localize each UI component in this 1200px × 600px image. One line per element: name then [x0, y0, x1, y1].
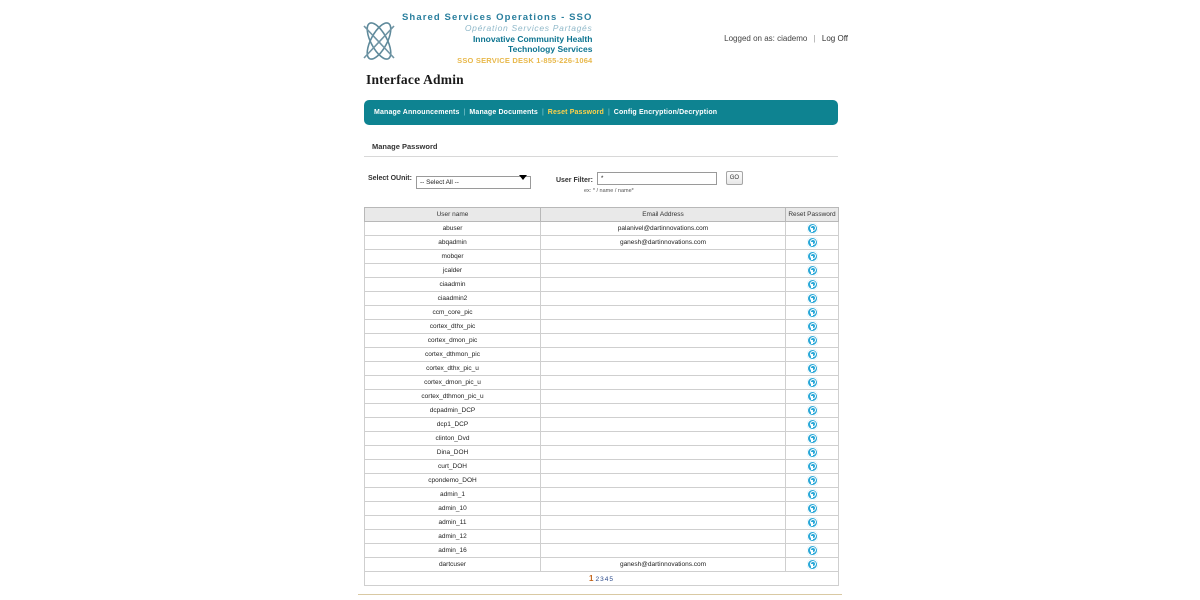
table-row [365, 236, 839, 250]
section-title: Manage Password [372, 142, 438, 151]
cell-email [541, 446, 786, 460]
footer-rule [358, 594, 842, 595]
cell-email [541, 404, 786, 418]
cell-username: curt_DOH [365, 460, 541, 474]
table-row [365, 250, 839, 264]
cell-username: jcalder [365, 264, 541, 278]
cell-email [541, 278, 786, 292]
cell-email [541, 390, 786, 404]
nav-separator: | [541, 109, 544, 116]
nav-item-reset-password[interactable]: Reset Password [547, 109, 604, 116]
cell-email [541, 460, 786, 474]
cell-email [541, 418, 786, 432]
cell-reset-password [786, 502, 839, 516]
nav-separator: | [607, 109, 610, 116]
reset-password-icon[interactable] [807, 545, 818, 556]
logo-line-2: Opération Services Partagés [464, 23, 593, 33]
primary-nav [364, 100, 838, 125]
cell-email [541, 516, 786, 530]
cell-email [541, 250, 786, 264]
table-row [365, 460, 839, 474]
cell-reset-password [786, 488, 839, 502]
page-title: Interface Admin [366, 72, 464, 87]
cell-reset-password [786, 404, 839, 418]
cell-username: cortex_dmon_pic [365, 334, 541, 348]
cell-username: dartcuser [365, 558, 541, 572]
cell-username: ccm_core_pic [365, 306, 541, 320]
session-separator: | [813, 34, 816, 43]
reset-password-icon[interactable] [807, 517, 818, 528]
pagination [589, 576, 614, 583]
cell-reset-password [786, 362, 839, 376]
reset-password-icon[interactable] [807, 307, 818, 318]
reset-password-icon[interactable] [807, 377, 818, 388]
cell-username: dcpadmin_DCP [365, 404, 541, 418]
reset-password-icon[interactable] [807, 223, 818, 234]
logo-service-desk: SSO SERVICE DESK 1-855-226-1064 [457, 55, 593, 65]
cell-reset-password [786, 222, 839, 236]
cell-reset-password [786, 264, 839, 278]
reset-password-icon[interactable] [807, 419, 818, 430]
cell-email [541, 488, 786, 502]
reset-password-icon[interactable] [807, 349, 818, 360]
reset-password-icon[interactable] [807, 279, 818, 290]
main-content [364, 72, 838, 586]
pagination-page-link[interactable]: 2 [595, 576, 600, 583]
cell-reset-password [786, 516, 839, 530]
cell-reset-password [786, 306, 839, 320]
cell-reset-password [786, 348, 839, 362]
reset-password-icon[interactable] [807, 237, 818, 248]
reset-password-icon[interactable] [807, 335, 818, 346]
cell-reset-password [786, 432, 839, 446]
table-row [365, 404, 839, 418]
cell-email [541, 292, 786, 306]
cell-email [541, 264, 786, 278]
reset-password-icon[interactable] [807, 363, 818, 374]
ou-unit-label: Select OUnit: [368, 175, 412, 182]
cell-reset-password [786, 460, 839, 474]
table-row [365, 474, 839, 488]
cell-username: mobqer [365, 250, 541, 264]
reset-password-icon[interactable] [807, 531, 818, 542]
cell-username: abuser [365, 222, 541, 236]
cell-username: dcp1_DCP [365, 418, 541, 432]
table-row [365, 446, 839, 460]
reset-password-icon[interactable] [807, 405, 818, 416]
table-row [365, 320, 839, 334]
session-info [724, 34, 848, 43]
cell-reset-password [786, 250, 839, 264]
pagination-row [365, 572, 839, 586]
reset-password-icon[interactable] [807, 475, 818, 486]
table-row [365, 530, 839, 544]
reset-password-icon[interactable] [807, 265, 818, 276]
reset-password-icon[interactable] [807, 503, 818, 514]
cell-username: cortex_dthx_pic_u [365, 362, 541, 376]
cell-username: Dina_DOH [365, 446, 541, 460]
user-filter-label: User Filter: [555, 176, 593, 184]
go-button[interactable]: GO [726, 171, 743, 185]
log-off-link[interactable]: Log Off [821, 34, 848, 43]
reset-password-icon[interactable] [807, 489, 818, 500]
cell-email [541, 320, 786, 334]
table-row [365, 348, 839, 362]
reset-password-icon[interactable] [807, 461, 818, 472]
logged-on-label: Logged on as: [724, 34, 775, 43]
table-row [365, 432, 839, 446]
pagination-cell [365, 572, 839, 586]
cell-username: cortex_dmon_pic_u [365, 376, 541, 390]
users-table-body [365, 222, 839, 572]
logo-line-3: Innovative Community Health [472, 33, 593, 44]
table-header-row [365, 208, 839, 222]
cell-email: palanivel@dartinnovations.com [541, 222, 786, 236]
table-row [365, 390, 839, 404]
ou-unit-select[interactable] [416, 176, 531, 189]
table-row [365, 488, 839, 502]
table-row [365, 376, 839, 390]
cell-reset-password [786, 558, 839, 572]
cell-username: cortex_dthmon_pic_u [365, 390, 541, 404]
reset-password-icon[interactable] [807, 293, 818, 304]
table-row [365, 306, 839, 320]
cell-reset-password [786, 418, 839, 432]
cell-reset-password [786, 530, 839, 544]
cell-username: admin_16 [365, 544, 541, 558]
cell-username: admin_12 [365, 530, 541, 544]
cell-username: ciaadmin2 [365, 292, 541, 306]
nav-item-manage-documents[interactable]: Manage Documents [469, 109, 538, 116]
cell-email [541, 334, 786, 348]
cell-email: ganesh@dartinnovations.com [541, 236, 786, 250]
logo-line-1: Shared Services Operations - SSO [402, 12, 593, 23]
reset-password-icon[interactable] [807, 559, 818, 570]
table-row [365, 558, 839, 572]
column-header-email: Email Address [541, 208, 786, 222]
cell-username: abqadmin [365, 236, 541, 250]
cell-username: ciaadmin [365, 278, 541, 292]
cell-username: admin_1 [365, 488, 541, 502]
cell-email [541, 474, 786, 488]
sso-logo-icon [358, 18, 400, 64]
cell-email [541, 530, 786, 544]
cell-reset-password [786, 390, 839, 404]
table-row [365, 544, 839, 558]
cell-reset-password [786, 236, 839, 250]
filter-bar [368, 171, 838, 205]
table-row [365, 278, 839, 292]
nav-item-manage-announcements[interactable]: Manage Announcements [374, 109, 460, 116]
reset-password-icon[interactable] [807, 321, 818, 332]
logged-on-username: ciademo [777, 34, 808, 43]
cell-username: admin_10 [365, 502, 541, 516]
logo-line-4: Technology Services [508, 44, 593, 54]
section-divider [364, 156, 838, 157]
pagination-page-link[interactable]: 3 [600, 576, 604, 583]
cell-reset-password [786, 474, 839, 488]
cell-reset-password [786, 334, 839, 348]
cell-reset-password [786, 544, 839, 558]
reset-password-icon[interactable] [807, 391, 818, 402]
table-row [365, 222, 839, 236]
cell-username: clinton_Dvd [365, 432, 541, 446]
site-header [0, 0, 1200, 68]
table-row [365, 418, 839, 432]
table-row [365, 292, 839, 306]
reset-password-icon[interactable] [807, 447, 818, 458]
cell-username: cpondemo_DOH [365, 474, 541, 488]
table-row [365, 362, 839, 376]
cell-email [541, 544, 786, 558]
cell-email [541, 432, 786, 446]
table-row [365, 516, 839, 530]
cell-reset-password [786, 292, 839, 306]
site-logo [358, 12, 592, 66]
reset-password-icon[interactable] [807, 251, 818, 262]
pagination-page-link[interactable]: 4 [604, 576, 609, 583]
table-row [365, 264, 839, 278]
cell-reset-password [786, 376, 839, 390]
column-header-username: User name [365, 208, 541, 222]
nav-item-config-encryption[interactable]: Config Encryption/Decryption [613, 109, 718, 116]
cell-username: admin_11 [365, 516, 541, 530]
cell-username: cortex_dthmon_pic [365, 348, 541, 362]
cell-email [541, 376, 786, 390]
table-row [365, 334, 839, 348]
column-header-reset: Reset Password [786, 208, 839, 222]
users-table [364, 207, 839, 586]
cell-email: ganesh@dartinnovations.com [541, 558, 786, 572]
cell-email [541, 306, 786, 320]
nav-separator: | [463, 109, 466, 116]
reset-password-icon[interactable] [807, 433, 818, 444]
pagination-current-page: 1 [589, 574, 594, 583]
cell-reset-password [786, 320, 839, 334]
cell-email [541, 362, 786, 376]
user-filter-hint: ex: * / name / name* [583, 188, 634, 194]
cell-reset-password [786, 446, 839, 460]
user-filter-group [556, 171, 743, 194]
user-filter-input[interactable] [597, 172, 717, 185]
pagination-page-link[interactable]: 5 [609, 576, 613, 583]
cell-email [541, 348, 786, 362]
cell-reset-password [786, 278, 839, 292]
table-row [365, 502, 839, 516]
cell-email [541, 502, 786, 516]
cell-username: cortex_dthx_pic [365, 320, 541, 334]
